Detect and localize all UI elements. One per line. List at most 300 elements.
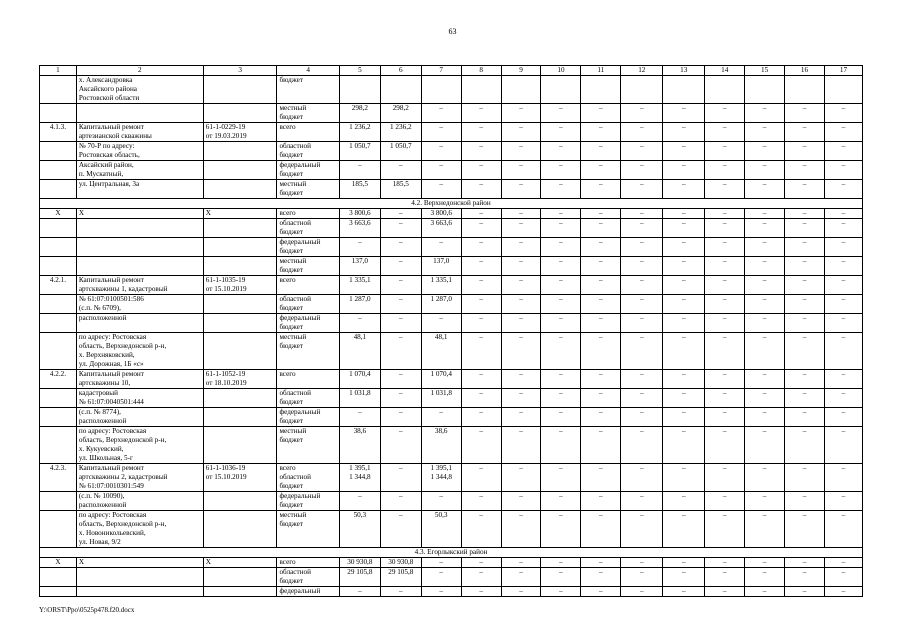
header-row xyxy=(40,66,863,76)
cell-value-col-17: – xyxy=(824,511,862,548)
cell-value-col-17: – xyxy=(824,587,862,597)
cell-value-col-10: – xyxy=(541,161,581,180)
cell-value-col-14: – xyxy=(705,408,745,427)
cell-document xyxy=(203,219,277,238)
table-row xyxy=(40,180,863,199)
header-col-3: 3 xyxy=(203,66,277,76)
table-row xyxy=(40,333,863,370)
cell-value-col-5: – xyxy=(339,492,380,511)
cell-description: № 61:07:0100501:586 (с.п. № 6709), xyxy=(76,295,203,314)
cell-value-col-14: – xyxy=(705,123,745,142)
cell-item-number xyxy=(40,295,77,314)
cell-document xyxy=(203,333,277,370)
cell-value-col-8: – xyxy=(461,587,501,597)
cell-funding-source: областной бюджет xyxy=(277,142,339,161)
cell-value-col-15: – xyxy=(745,276,785,295)
cell-description xyxy=(76,257,203,276)
cell-value-col-5: 38,6 xyxy=(339,427,380,464)
table-row xyxy=(40,558,863,568)
cell-value-col-14: – xyxy=(705,104,745,123)
section-row xyxy=(40,199,863,209)
cell-value-col-12: – xyxy=(621,587,663,597)
cell-value-col-5: – xyxy=(339,587,380,597)
cell-value-col-15: – xyxy=(745,492,785,511)
cell-item-number xyxy=(40,492,77,511)
cell-value-col-11: – xyxy=(581,209,621,219)
cell-value-col-16: – xyxy=(785,161,825,180)
cell-value-col-13: – xyxy=(663,295,705,314)
cell-value-col-16: – xyxy=(785,123,825,142)
cell-value-col-9: – xyxy=(501,104,541,123)
cell-value-col-15: – xyxy=(745,464,785,492)
cell-value-col-17 xyxy=(824,76,862,104)
cell-value-col-9: – xyxy=(501,389,541,408)
cell-value-col-17: – xyxy=(824,389,862,408)
cell-value-col-7: 1 395,1 1 344,8 xyxy=(421,464,461,492)
cell-value-col-14: – xyxy=(705,314,745,333)
cell-value-col-12: – xyxy=(621,568,663,587)
header-col-5: 5 xyxy=(339,66,380,76)
cell-value-col-6: – xyxy=(380,238,421,257)
cell-item-number xyxy=(40,333,77,370)
cell-description: Капитальный ремонт артскважины 1, кадастровый xyxy=(76,276,203,295)
cell-value-col-7: 3 800,6 xyxy=(421,209,461,219)
cell-value-col-13: – xyxy=(663,587,705,597)
cell-value-col-14: – xyxy=(705,238,745,257)
cell-value-col-14: – xyxy=(705,219,745,238)
cell-value-col-7: 3 663,6 xyxy=(421,219,461,238)
cell-document xyxy=(203,427,277,464)
header-col-6: 6 xyxy=(380,66,421,76)
cell-value-col-6: 29 105,8 xyxy=(380,568,421,587)
cell-item-number xyxy=(40,568,77,587)
cell-value-col-5: 185,5 xyxy=(339,180,380,199)
cell-value-col-12: – xyxy=(621,511,663,548)
cell-value-col-17: – xyxy=(824,464,862,492)
cell-value-col-9: – xyxy=(501,587,541,597)
cell-value-col-13: – xyxy=(663,219,705,238)
cell-value-col-12: – xyxy=(621,492,663,511)
cell-value-col-9: – xyxy=(501,295,541,314)
cell-value-col-15: – xyxy=(745,123,785,142)
cell-value-col-8 xyxy=(461,76,501,104)
cell-value-col-7: 48,1 xyxy=(421,333,461,370)
cell-value-col-12: – xyxy=(621,161,663,180)
header-col-4: 4 xyxy=(277,66,339,76)
cell-document xyxy=(203,492,277,511)
table-row xyxy=(40,568,863,587)
cell-value-col-6: 185,5 xyxy=(380,180,421,199)
cell-value-col-9: – xyxy=(501,180,541,199)
cell-value-col-7: – xyxy=(421,161,461,180)
cell-value-col-17: – xyxy=(824,257,862,276)
cell-value-col-7 xyxy=(421,76,461,104)
cell-funding-source: областной бюджет xyxy=(277,389,339,408)
cell-value-col-7: 1 070,4 xyxy=(421,370,461,389)
cell-value-col-15: – xyxy=(745,389,785,408)
cell-value-col-5: – xyxy=(339,238,380,257)
cell-value-col-17: – xyxy=(824,333,862,370)
cell-value-col-15: – xyxy=(745,568,785,587)
cell-value-col-11: – xyxy=(581,142,621,161)
cell-value-col-13: – xyxy=(663,333,705,370)
cell-value-col-6: – xyxy=(380,408,421,427)
table-row xyxy=(40,209,863,219)
cell-value-col-6: – xyxy=(380,370,421,389)
cell-funding-source: местный бюджет xyxy=(277,427,339,464)
cell-funding-source: всего xyxy=(277,558,339,568)
table-row xyxy=(40,123,863,142)
table-row xyxy=(40,295,863,314)
cell-value-col-6: 298,2 xyxy=(380,104,421,123)
cell-value-col-13: – xyxy=(663,276,705,295)
cell-value-col-8: – xyxy=(461,568,501,587)
cell-value-col-11: – xyxy=(581,389,621,408)
cell-value-col-16: – xyxy=(785,587,825,597)
cell-value-col-16: – xyxy=(785,408,825,427)
cell-value-col-7: – xyxy=(421,238,461,257)
cell-description: Капитальный ремонт артезианской скважины xyxy=(76,123,203,142)
table-row xyxy=(40,276,863,295)
cell-value-col-10: – xyxy=(541,427,581,464)
cell-value-col-12: – xyxy=(621,104,663,123)
cell-value-col-8: – xyxy=(461,161,501,180)
cell-value-col-17: – xyxy=(824,104,862,123)
cell-value-col-8: – xyxy=(461,389,501,408)
cell-value-col-5: 30 930,8 xyxy=(339,558,380,568)
cell-value-col-10: – xyxy=(541,370,581,389)
cell-value-col-7: – xyxy=(421,558,461,568)
cell-value-col-5: 50,3 xyxy=(339,511,380,548)
cell-value-col-7: – xyxy=(421,492,461,511)
cell-value-col-10: – xyxy=(541,408,581,427)
cell-value-col-15: – xyxy=(745,558,785,568)
section-row xyxy=(40,548,863,558)
section-title: 4.2. Верхнедонской район xyxy=(40,199,863,209)
cell-value-col-17: – xyxy=(824,161,862,180)
table-row xyxy=(40,219,863,238)
cell-value-col-6: 30 930,8 xyxy=(380,558,421,568)
cell-value-col-6: – xyxy=(380,427,421,464)
cell-value-col-17: – xyxy=(824,370,862,389)
cell-value-col-12: – xyxy=(621,142,663,161)
cell-value-col-15: – xyxy=(745,370,785,389)
cell-value-col-12: – xyxy=(621,370,663,389)
cell-value-col-12: – xyxy=(621,238,663,257)
cell-value-col-6: – xyxy=(380,295,421,314)
cell-value-col-10: – xyxy=(541,389,581,408)
cell-document xyxy=(203,389,277,408)
cell-item-number xyxy=(40,389,77,408)
cell-document: 61-1-1036-19 от 15.10.2019 xyxy=(203,464,277,492)
header-col-12: 12 xyxy=(621,66,663,76)
cell-item-number: Х xyxy=(40,209,77,219)
cell-value-col-14: – xyxy=(705,333,745,370)
header-col-1: 1 xyxy=(40,66,77,76)
cell-value-col-13: – xyxy=(663,161,705,180)
cell-description xyxy=(76,587,203,597)
cell-funding-source: всего xyxy=(277,209,339,219)
cell-funding-source: федеральный бюджет xyxy=(277,408,339,427)
cell-value-col-14: – xyxy=(705,295,745,314)
cell-value-col-7: – xyxy=(421,314,461,333)
cell-value-col-6: – xyxy=(380,276,421,295)
cell-value-col-15: – xyxy=(745,209,785,219)
cell-value-col-12: – xyxy=(621,209,663,219)
cell-value-col-16: – xyxy=(785,333,825,370)
cell-document: 61-1-1052-19 от 18.10.2019 xyxy=(203,370,277,389)
cell-value-col-16: – xyxy=(785,314,825,333)
cell-value-col-6 xyxy=(380,76,421,104)
cell-value-col-8: – xyxy=(461,314,501,333)
cell-value-col-15 xyxy=(745,76,785,104)
header-col-16: 16 xyxy=(785,66,825,76)
cell-value-col-9: – xyxy=(501,464,541,492)
table-row xyxy=(40,511,863,548)
cell-item-number xyxy=(40,238,77,257)
cell-value-col-9: – xyxy=(501,427,541,464)
cell-funding-source: областной бюджет xyxy=(277,295,339,314)
cell-value-col-17: – xyxy=(824,558,862,568)
cell-value-col-15: – xyxy=(745,142,785,161)
cell-item-number xyxy=(40,142,77,161)
cell-value-col-14: – xyxy=(705,161,745,180)
cell-description: № 70-Р по адресу: Ростовская область, xyxy=(76,142,203,161)
cell-value-col-8: – xyxy=(461,558,501,568)
cell-description: Капитальный ремонт артскважины 10, xyxy=(76,370,203,389)
cell-value-col-17: – xyxy=(824,408,862,427)
cell-value-col-15: – xyxy=(745,314,785,333)
cell-value-col-10: – xyxy=(541,333,581,370)
cell-value-col-12: – xyxy=(621,408,663,427)
header-col-2: 2 xyxy=(76,66,203,76)
cell-value-col-12: – xyxy=(621,558,663,568)
cell-value-col-16: – xyxy=(785,568,825,587)
cell-value-col-6: – xyxy=(380,333,421,370)
cell-description: по адресу: Ростовская область, Верхнедонской р-н, х. Верхняковский, ул. Дорожная, 1Б «с» xyxy=(76,333,203,370)
cell-funding-source: федеральный бюджет xyxy=(277,238,339,257)
cell-value-col-11: – xyxy=(581,276,621,295)
cell-funding-source: федеральный бюджет xyxy=(277,492,339,511)
cell-value-col-5: 137,0 xyxy=(339,257,380,276)
cell-value-col-12: – xyxy=(621,219,663,238)
cell-value-col-16: – xyxy=(785,464,825,492)
table-row xyxy=(40,104,863,123)
cell-value-col-8: – xyxy=(461,209,501,219)
cell-value-col-15: – xyxy=(745,104,785,123)
cell-description: Х xyxy=(76,558,203,568)
cell-value-col-16: – xyxy=(785,389,825,408)
cell-value-col-6: – xyxy=(380,587,421,597)
cell-value-col-10: – xyxy=(541,257,581,276)
cell-value-col-8: – xyxy=(461,104,501,123)
cell-value-col-12: – xyxy=(621,427,663,464)
header-col-14: 14 xyxy=(705,66,745,76)
cell-value-col-13: – xyxy=(663,314,705,333)
cell-value-col-9: – xyxy=(501,238,541,257)
cell-value-col-10: – xyxy=(541,209,581,219)
cell-value-col-11: – xyxy=(581,333,621,370)
cell-value-col-10: – xyxy=(541,587,581,597)
cell-value-col-16: – xyxy=(785,180,825,199)
cell-value-col-5: 48,1 xyxy=(339,333,380,370)
cell-value-col-9: – xyxy=(501,257,541,276)
cell-value-col-7: 1 287,0 xyxy=(421,295,461,314)
cell-value-col-6: – xyxy=(380,161,421,180)
table-row xyxy=(40,370,863,389)
cell-funding-source: федеральный xyxy=(277,587,339,597)
cell-value-col-8: – xyxy=(461,333,501,370)
header-col-8: 8 xyxy=(461,66,501,76)
cell-value-col-13: – xyxy=(663,180,705,199)
header-col-17: 17 xyxy=(824,66,862,76)
cell-value-col-7: – xyxy=(421,142,461,161)
table-row xyxy=(40,427,863,464)
cell-value-col-6: – xyxy=(380,314,421,333)
cell-value-col-13: – xyxy=(663,238,705,257)
cell-funding-source: федеральный бюджет xyxy=(277,314,339,333)
cell-value-col-16: – xyxy=(785,370,825,389)
cell-value-col-6: – xyxy=(380,257,421,276)
cell-value-col-13: – xyxy=(663,142,705,161)
cell-value-col-5: 298,2 xyxy=(339,104,380,123)
cell-value-col-9: – xyxy=(501,511,541,548)
cell-value-col-14: – xyxy=(705,558,745,568)
page-number: 63 xyxy=(448,27,457,36)
cell-value-col-14: – xyxy=(705,568,745,587)
cell-document xyxy=(203,104,277,123)
cell-document xyxy=(203,511,277,548)
cell-value-col-9: – xyxy=(501,408,541,427)
cell-value-col-14: – xyxy=(705,464,745,492)
table-row xyxy=(40,492,863,511)
cell-value-col-11 xyxy=(581,76,621,104)
cell-value-col-8: – xyxy=(461,257,501,276)
cell-value-col-10: – xyxy=(541,238,581,257)
cell-value-col-12: – xyxy=(621,389,663,408)
cell-value-col-7: – xyxy=(421,180,461,199)
cell-value-col-13: – xyxy=(663,427,705,464)
cell-value-col-8: – xyxy=(461,180,501,199)
cell-document: 61-1-0229-19 от 19.03.2019 xyxy=(203,123,277,142)
cell-value-col-15: – xyxy=(745,427,785,464)
cell-value-col-5: 3 800,6 xyxy=(339,209,380,219)
header-col-13: 13 xyxy=(663,66,705,76)
cell-value-col-10: – xyxy=(541,492,581,511)
cell-document xyxy=(203,314,277,333)
cell-document xyxy=(203,568,277,587)
cell-item-number xyxy=(40,76,77,104)
cell-value-col-17: – xyxy=(824,276,862,295)
cell-value-col-12: – xyxy=(621,464,663,492)
cell-value-col-5: 1 335,1 xyxy=(339,276,380,295)
cell-value-col-8: – xyxy=(461,142,501,161)
cell-value-col-11: – xyxy=(581,492,621,511)
cell-funding-source: всего xyxy=(277,370,339,389)
cell-description xyxy=(76,568,203,587)
cell-value-col-9: – xyxy=(501,209,541,219)
cell-value-col-9 xyxy=(501,76,541,104)
cell-value-col-9: – xyxy=(501,370,541,389)
cell-value-col-5: – xyxy=(339,161,380,180)
cell-value-col-10: – xyxy=(541,568,581,587)
cell-value-col-17: – xyxy=(824,123,862,142)
cell-description: Х xyxy=(76,209,203,219)
cell-value-col-14: – xyxy=(705,370,745,389)
cell-funding-source: всего xyxy=(277,276,339,295)
cell-value-col-15: – xyxy=(745,257,785,276)
cell-value-col-10: – xyxy=(541,123,581,142)
cell-value-col-5: 1 031,8 xyxy=(339,389,380,408)
cell-value-col-13: – xyxy=(663,209,705,219)
cell-value-col-8: – xyxy=(461,427,501,464)
cell-value-col-7: 38,6 xyxy=(421,427,461,464)
table-row xyxy=(40,76,863,104)
cell-value-col-9: – xyxy=(501,568,541,587)
cell-value-col-7: – xyxy=(421,587,461,597)
cell-value-col-17: – xyxy=(824,238,862,257)
cell-item-number xyxy=(40,104,77,123)
cell-value-col-10: – xyxy=(541,558,581,568)
cell-value-col-17: – xyxy=(824,314,862,333)
table-row xyxy=(40,257,863,276)
cell-value-col-16: – xyxy=(785,295,825,314)
cell-value-col-11: – xyxy=(581,180,621,199)
cell-value-col-16: – xyxy=(785,209,825,219)
cell-value-col-7: 1 031,8 xyxy=(421,389,461,408)
cell-value-col-6: 1 236,2 xyxy=(380,123,421,142)
cell-value-col-11: – xyxy=(581,370,621,389)
cell-value-col-5: – xyxy=(339,408,380,427)
cell-value-col-17: – xyxy=(824,142,862,161)
cell-value-col-12: – xyxy=(621,123,663,142)
cell-value-col-11: – xyxy=(581,464,621,492)
cell-value-col-15: – xyxy=(745,511,785,548)
cell-value-col-17: – xyxy=(824,568,862,587)
cell-value-col-12: – xyxy=(621,333,663,370)
cell-value-col-16: – xyxy=(785,427,825,464)
cell-value-col-13: – xyxy=(663,257,705,276)
cell-value-col-5 xyxy=(339,76,380,104)
cell-item-number: Х xyxy=(40,558,77,568)
cell-item-number xyxy=(40,161,77,180)
footer-file-path: Y:\ORST\Ppo\0525p478.f20.docx xyxy=(39,606,135,614)
cell-value-col-11: – xyxy=(581,427,621,464)
cell-value-col-15: – xyxy=(745,295,785,314)
cell-value-col-14: – xyxy=(705,511,745,548)
cell-value-col-13: – xyxy=(663,104,705,123)
cell-value-col-8: – xyxy=(461,492,501,511)
cell-value-col-16: – xyxy=(785,276,825,295)
cell-value-col-11: – xyxy=(581,161,621,180)
cell-value-col-5: 1 236,2 xyxy=(339,123,380,142)
cell-description: (с.п. № 10090), расположенной xyxy=(76,492,203,511)
table-row xyxy=(40,408,863,427)
cell-item-number: 4.1.3. xyxy=(40,123,77,142)
cell-value-col-7: 50,3 xyxy=(421,511,461,548)
cell-description: по адресу: Ростовская область, Верхнедонской р-н, х. Новоникольевский, ул. Новая, 9/2 xyxy=(76,511,203,548)
cell-value-col-10: – xyxy=(541,104,581,123)
cell-value-col-6: – xyxy=(380,464,421,492)
cell-value-col-16: – xyxy=(785,492,825,511)
cell-value-col-11: – xyxy=(581,257,621,276)
cell-funding-source: всего xyxy=(277,123,339,142)
cell-value-col-11: – xyxy=(581,511,621,548)
cell-value-col-14: – xyxy=(705,257,745,276)
cell-funding-source: местный бюджет xyxy=(277,180,339,199)
cell-description: Аксайский район, п. Мускатный, xyxy=(76,161,203,180)
cell-value-col-10: – xyxy=(541,142,581,161)
